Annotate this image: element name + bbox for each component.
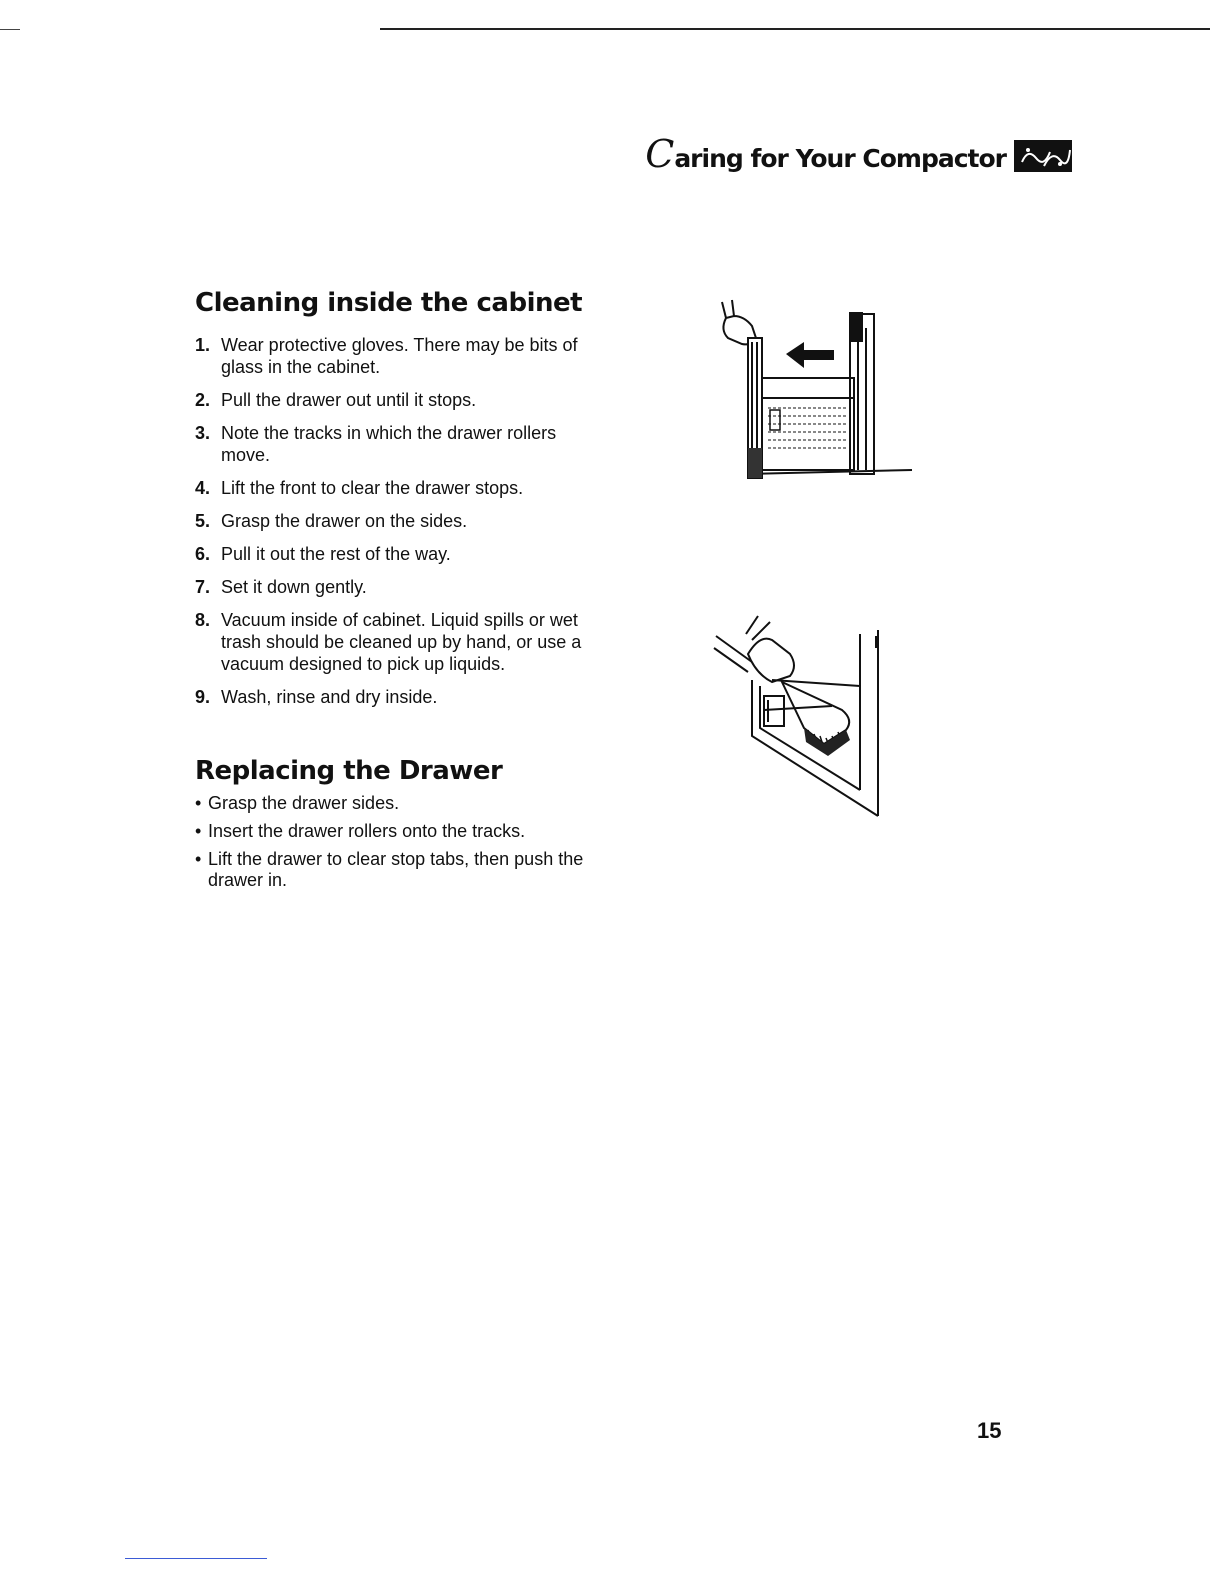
top-rule-left — [0, 29, 20, 30]
cleaning-section-title: Cleaning inside the cabinet — [195, 288, 583, 318]
bottom-rule — [125, 1558, 267, 1559]
list-item: 4. Lift the front to clear the drawer stops. — [195, 478, 524, 498]
replacing-section-title: Replacing the Drawer — [195, 756, 503, 786]
list-item: 9. Wash, rinse and dry inside. — [195, 687, 438, 707]
replacing-steps-list — [195, 793, 615, 898]
list-item: 1. Wear protective gloves. There may be bits of glass in the cabinet. — [195, 335, 578, 377]
drawer-removal-illustration — [712, 298, 916, 484]
list-item: 5. Grasp the drawer on the sides. — [195, 511, 468, 531]
list-item: 7. Set it down gently. — [195, 577, 367, 597]
list-item: • Lift the drawer to clear stop tabs, then push the drawer in. — [195, 849, 584, 890]
list-item: 3. Note the tracks in which the drawer rollers move. — [195, 423, 557, 465]
list-item: 2. Pull the drawer out until it stops. — [195, 390, 477, 410]
section-header-title — [645, 132, 1006, 176]
header-title-rest: aring for Your Compactor — [674, 144, 1006, 173]
cleaning-steps-list — [195, 334, 605, 719]
header-title-initial: C — [645, 132, 675, 176]
page-number: 15 — [977, 1418, 1002, 1443]
cabinet-scrubbing-illustration — [712, 610, 888, 822]
top-rule — [380, 28, 1210, 30]
list-item: 8. Vacuum inside of cabinet. Liquid spills or wet trash should be cleaned up by hand, or use a vacuum designed to pick up liquids. — [195, 610, 582, 674]
list-item: 6. Pull it out the rest of the way. — [195, 544, 451, 564]
page-header — [645, 132, 1072, 176]
compactor-logo-icon — [1014, 140, 1072, 172]
list-item: • Insert the drawer rollers onto the tracks. — [195, 821, 526, 841]
list-item: • Grasp the drawer sides. — [195, 793, 400, 813]
